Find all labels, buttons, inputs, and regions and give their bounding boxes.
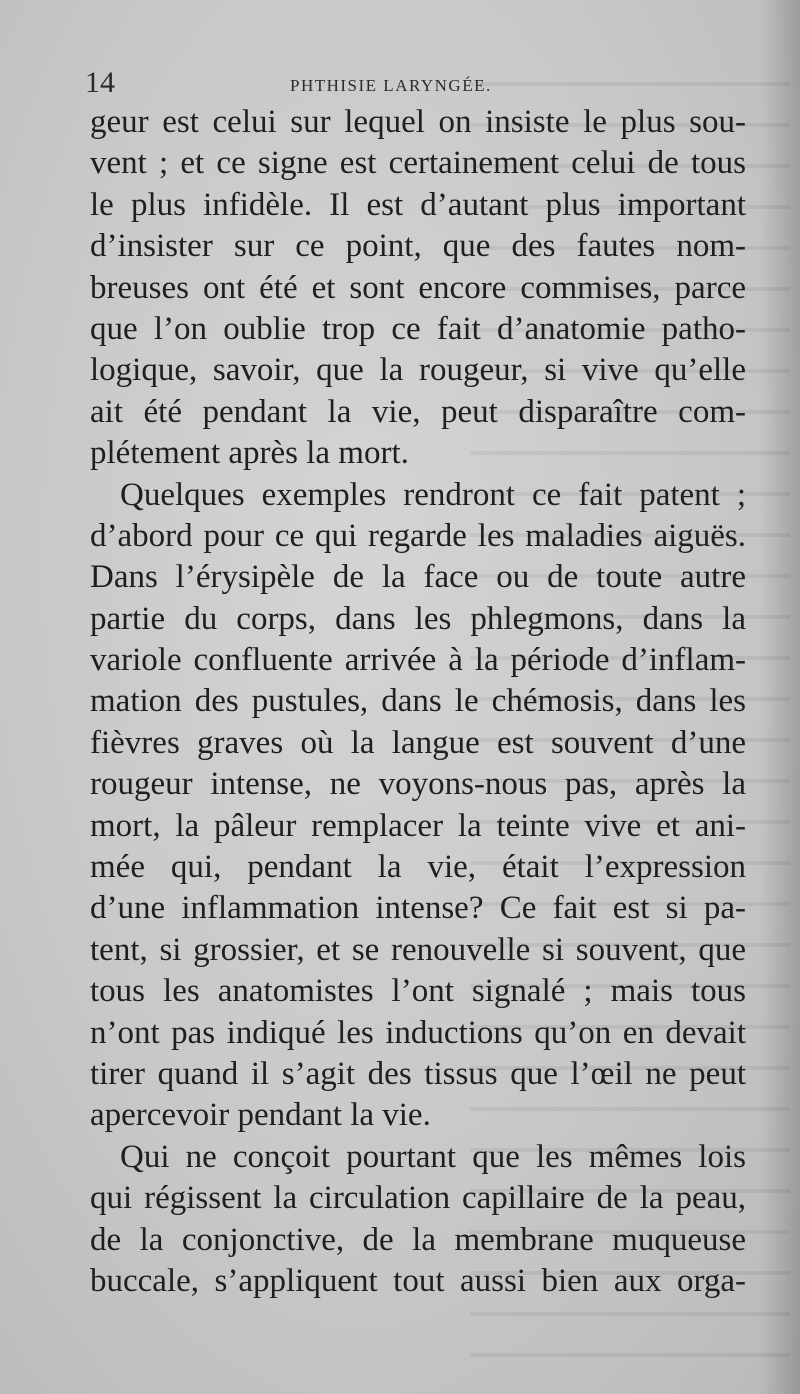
text-line: tous les anatomistes l’ont signalé ; mais tous <box>90 973 746 1010</box>
text-line: plétement après la mort. <box>90 435 409 472</box>
text-line: partie du corps, dans les phlegmons, dans la <box>90 600 746 637</box>
text-line: variole confluente arrivée à la période d’inflam- <box>90 642 746 679</box>
text-line: breuses ont été et sont encore commises, parce <box>90 269 746 306</box>
text-line: mort, la pâleur remplacer la teinte vive et ani- <box>90 807 746 844</box>
text-line: rougeur intense, ne voyons-nous pas, après la <box>90 766 746 803</box>
running-title: PHTHISIE LARYNGÉE. <box>290 76 492 95</box>
text-line: logique, savoir, que la rougeur, si vive qu’elle <box>90 352 746 389</box>
text-line: buccale, s’appliquent tout aussi bien aux orga- <box>90 1262 746 1299</box>
text-line: d’abord pour ce qui regarde les maladies aiguës. <box>90 517 746 554</box>
text-line: le plus infidèle. Il est d’autant plus important <box>90 186 746 223</box>
page-edge-shadow <box>760 0 800 1394</box>
text-line: Dans l’érysipèle de la face ou de toute autre <box>90 559 746 596</box>
text-line: tent, si grossier, et se renouvelle si souvent, que <box>90 931 746 968</box>
text-line: d’insister sur ce point, que des fautes nom- <box>90 228 746 265</box>
text-line: mation des pustules, dans le chémosis, dans les <box>90 683 746 720</box>
text-line: mée qui, pendant la vie, était l’expression <box>90 849 746 886</box>
text-line: d’une inflammation intense? Ce fait est si pa- <box>90 890 746 927</box>
page-number: 14 <box>85 66 115 99</box>
body-text <box>90 102 746 1302</box>
text-line: tirer quand il s’agit des tissus que l’œil ne peut <box>90 1055 746 1092</box>
text-line: apercevoir pendant la vie. <box>90 1097 431 1134</box>
text-line: qui régissent la circulation capillaire de la peau, <box>90 1180 746 1217</box>
text-line: n’ont pas indiqué les inductions qu’on en devait <box>90 1014 746 1051</box>
text-line: Qui ne conçoit pourtant que les mêmes lois <box>120 1138 746 1175</box>
text-line: ait été pendant la vie, peut disparaître com- <box>90 393 746 430</box>
text-line: vent ; et ce signe est certainement celui de tous <box>90 145 746 182</box>
text-line: que l’on oublie trop ce fait d’anatomie patho- <box>90 310 746 347</box>
page-header <box>85 62 745 102</box>
text-line: geur est celui sur lequel on insiste le plus sou- <box>90 104 746 140</box>
text-line: fièvres graves où la langue est souvent d’une <box>90 724 746 761</box>
text-line: Quelques exemples rendront ce fait patent ; <box>120 476 746 513</box>
text-line: de la conjonctive, de la membrane muqueuse <box>90 1221 746 1258</box>
